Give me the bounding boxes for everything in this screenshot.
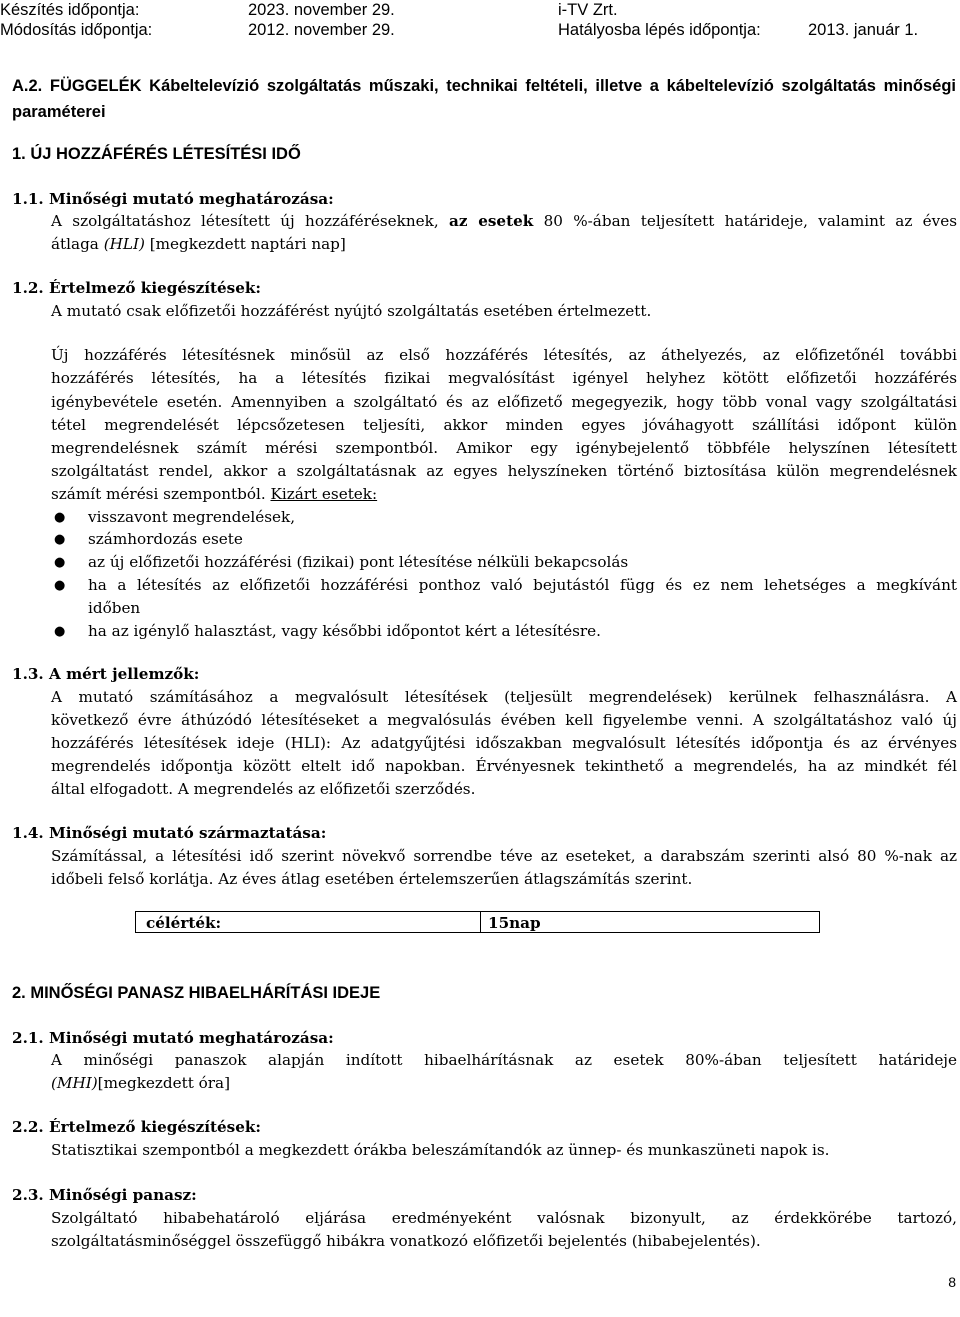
section-2-1-line: A minőségi panaszok alapján indított hibaelhárításnak az esetek 80%-ában teljesített határideje	[51, 1051, 957, 1069]
bullet-item: ha az igénylő halasztást, vagy későbbi időpontot kért a létesítésre.	[88, 622, 601, 640]
section-2-2-heading: 2.2. Értelmező kiegészítések:	[12, 1118, 261, 1136]
text-run: [megkezdett óra]	[97, 1074, 231, 1092]
bullet-item: számhordozás esete	[88, 530, 243, 548]
text-run: [megkezdett naptári nap]	[149, 235, 346, 253]
section-1-1-heading: 1.1. Minőségi mutató meghatározása:	[12, 190, 334, 208]
section-1-3-line: hozzáférés létesítések ideje (HLI): Az adatgyűjtési időszakban megvalósult létesítés időpontja és az érvényes	[51, 734, 957, 752]
section-2-3-heading: 2.3. Minőségi panasz:	[12, 1186, 197, 1204]
para-last-line	[51, 485, 957, 503]
section-1-4-heading: 1.4. Minőségi mutató származtatása:	[12, 824, 327, 842]
para-line: megrendelésnek számít mérési szempontból. Amikor egy igénybejelentő többféle helyszínen létesített	[51, 439, 957, 457]
excluded-cases-label: Kizárt esetek:	[270, 485, 378, 503]
effective-label: Hatályosba lépés időpontja:	[558, 21, 761, 39]
section-1-3-line: A mutató számításához a megvalósult létesítések (teljesült megrendelések) kerülnek felhasználásra. A	[51, 688, 957, 706]
text-run: 80 %-ában teljesített határideje, valamint az éves	[543, 212, 957, 230]
section-1-2-heading: 1.2. Értelmező kiegészítések:	[12, 279, 261, 297]
para-line: Új hozzáférés létesítésnek minősül az első hozzáférés létesítés, az áthelyezés, az előfizetőnél további	[51, 346, 957, 364]
section-1-3-line: megrendelés időpontja között eltelt idő napokban. Érvényesnek tekinthető a megrendelés, ha az mindkét fél	[51, 757, 957, 775]
section-1-3-heading: 1.3. A mért jellemzők:	[12, 665, 200, 683]
italic-text-run: (HLI)	[103, 235, 145, 253]
company-name: i-TV Zrt.	[558, 1, 618, 19]
bullet-icon: ●	[54, 532, 66, 547]
appendix-title: A.2. FÜGGELÉK Kábeltelevízió szolgáltatás műszaki, technikai feltételi, illetve a kábeltelevízió szolgáltatás minőségi paraméterei	[12, 77, 956, 121]
section-1-4-line: Számítással, a létesítési idő szerint növekvő sorrendbe téve az eseteket, a darabszám szerinti alsó 80 %-nak az	[51, 847, 957, 865]
bullet-item-continuation: időben	[88, 599, 141, 617]
para-line: tétel megrendelését lépcsőzetesen teljesíti, akkor minden egyes jóváhagyott szállítási időpont külön	[51, 416, 957, 434]
created-label: Készítés időpontja:	[0, 1, 140, 19]
section-2-heading: 2. MINŐSÉGI PANASZ HIBAELHÁRÍTÁSI IDEJE	[12, 984, 381, 1002]
section-2-1-heading: 2.1. Minőségi mutató meghatározása:	[12, 1029, 334, 1047]
bold-text-run: az esetek	[448, 212, 534, 230]
section-1-4-line: időbeli felső korlátja. Az éves átlag esetében értelemszerűen átlagszámítás szerint.	[51, 870, 693, 888]
section-1-heading: 1. ÚJ HOZZÁFÉRÉS LÉTESÍTÉSI IDŐ	[12, 145, 301, 163]
bullet-item: az új előfizetői hozzáférési (fizikai) pont létesítése nélküli bekapcsolás	[88, 553, 629, 571]
bullet-item: ha a létesítés az előfizetői hozzáférési ponthoz való bejutástól függ és ez nem lehetséges a megkívánt	[88, 576, 957, 594]
italic-text-run: (MHI)	[51, 1074, 98, 1092]
section-2-2-line: Statisztikai szempontból a megkezdett órákba beleszámítandók az ünnep- és munkaszüneti napok is.	[51, 1141, 830, 1159]
page-number: 8	[948, 1274, 956, 1290]
bullet-icon: ●	[54, 578, 66, 593]
text-run: átlaga	[51, 235, 99, 253]
text-run: A szolgáltatáshoz létesített új hozzáféréseknek,	[51, 212, 439, 230]
section-1-3-line: következő évre áthúzódó létesítéseket a megvalósulás évében kell figyelembe venni. A szolgáltatáshoz való új	[51, 711, 957, 729]
section-2-3-line: szolgáltatásminőséggel összefüggő hibákra vonatkozó előfizetői bejelentés (hibabejelentés).	[51, 1232, 761, 1250]
section-1-3-last-line: által elfogadott. A megrendelés az előfizetői szerződés.	[51, 780, 476, 798]
section-1-2-line: A mutató csak előfizetői hozzáférést nyújtó szolgáltatás esetében értelmezett.	[51, 302, 652, 320]
section-2-1-line-2	[51, 1074, 957, 1092]
para-line: szolgáltatást rendel, akkor a szolgáltatásnak az egyes helyszíneken történő biztosítása külön megrendelésnek	[51, 462, 957, 480]
target-label: célérték:	[146, 914, 222, 932]
modified-date: 2012. november 29.	[248, 21, 395, 39]
section-2-3-line: Szolgáltató hibabehatároló eljárása eredményeként valósnak bizonyult, az érdekkörébe tartozó,	[51, 1209, 957, 1227]
effective-date: 2013. január 1.	[808, 21, 919, 39]
section-1-1-line-1	[51, 212, 957, 230]
bullet-icon: ●	[54, 624, 66, 639]
para-line: igénybevétele esetén. Amennyiben a szolgáltató és az előfizető megegyezik, hogy több vonal vagy szolgáltatási	[51, 393, 957, 411]
text-run: számít mérési szempontból.	[51, 485, 266, 503]
table-divider	[480, 912, 481, 932]
bullet-icon: ●	[54, 510, 66, 525]
bullet-icon: ●	[54, 555, 66, 570]
target-value: 15nap	[488, 914, 541, 932]
section-1-1-line-2	[51, 235, 957, 253]
created-date: 2023. november 29.	[248, 1, 395, 19]
bullet-item: visszavont megrendelések,	[88, 508, 296, 526]
modified-label: Módosítás időpontja:	[0, 21, 153, 39]
target-value-table	[135, 911, 820, 933]
para-line: hozzáférés létesítés, ha a létesítés fizikai megvalósítást igényel helyhez kötött előfizetői hozzáférés	[51, 369, 957, 387]
